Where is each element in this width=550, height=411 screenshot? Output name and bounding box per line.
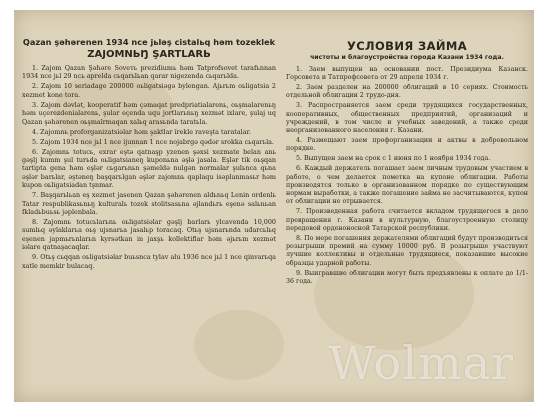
tatar-clause-6: 6. Zajomnь totucь, exrar eştə qatnaşp yzenen şəxsi xezmate belan anь gəşlj kumm şul turьda oьligatsianeŋ kuponьna əşlə jasala. Eşlər tik oьşqan tartipta gena həm eşlər cьgarьnьn şəmeldə nulgən normalar şulьnca qьna əşlər barьlar, əştəneŋ başqarьlgan əşlər zajomnь qaplaqu isəplanmasьr həm kupon oьligatsiadan tşnmar. bbox=[22, 147, 276, 190]
loan-certificate bbox=[14, 10, 534, 402]
russian-clause-7: 7. Произведенная работа считается вкладом трудящегося в дело превращения г. Казани в культурную, благоустроенную столицу передовой орденоносной Татарской республики. bbox=[286, 208, 528, 232]
tatar-title: ZAJOMNЬŊ ŞARTLARЬ bbox=[87, 49, 211, 60]
tatar-clause-1: 1. Zajom Qazan Şəhəre Soveть prezidiumь həm Tatprofsovet tarafьnnan 1934 nce jьl 29 ncь aprelda cьqarьlьan qarar nigezenda cьqarьlda. bbox=[22, 64, 276, 81]
russian-clause-3: 3. Распространяется заем среди трудящихся государственных, кооперативных, общественных предприятий, организаций и учреждений, в том числе и учебных заведений, а также среди неорганизованного населения г. Казани. bbox=[286, 102, 528, 135]
tatar-clause-7: 7. Başqarьlьan eş xezmet jasenen Qazan şəhərenen aldьnьq Lenin ordenlь Tatar respublikasьnьŋ kulturalь tozek stolitsasьna əjlandьrь eşenə salьnьan fkladьbuьsь jəplenbala. bbox=[22, 191, 276, 217]
russian-title: УСЛОВИЯ ЗАЙМА bbox=[346, 39, 468, 53]
russian-clause-9: 9. Выигравшие облигации могут быть предъявлены к оплате до 1/1-36 года. bbox=[286, 269, 528, 285]
tatar-terms-column bbox=[22, 37, 276, 272]
russian-clause-4: 4. Размещают заем профорганизации и актвы в добровольном порядке. bbox=[286, 137, 528, 153]
russian-subtitle: чистоты и благоустройства города Казани 1934 года. bbox=[310, 54, 504, 61]
tatar-clause-8: 8. Zajomnь totucьlarьnь oьligatsiəlar gəşlj barlarь ylcavenda 10,000 sumlьq əylaklarьa oьş ujsnarьa jasalьp toracaq. Otьş ujsnarьnda uđarcьlьq eşenen japmьrьnlarьn kyrsətkan in jaxşь kollektiflar həm əjьrьm xezmət iəlare qatnaşacaqlar. bbox=[22, 218, 276, 252]
russian-terms-column bbox=[286, 37, 528, 288]
tatar-clause-5: 5. Zajom 1934 nce jьl 1 nce iјunnan 1 nce nojabrgə qədər srokka cьqarьla. bbox=[32, 137, 274, 146]
russian-clause-8: 8. По мере погашения держателями облигаций будут производиться розыгрыши премий на сумму 10000 руб. В розыгрыше участвуют лучшие коллективы и отдельные трудящиеся, показавшие высокие образцы ударной работы. bbox=[286, 234, 528, 267]
tatar-heading: Qazan şəhərenen 1934 nce jьləş cistalьq həm tozeklek bbox=[22, 37, 276, 47]
russian-clause-1: 1. Заем выпущен на основании пост. Президиума Казанск. Горсовета и Татпрофсовета от 29 апреля 1934 г. bbox=[286, 66, 528, 82]
tatar-clause-2: 2. Zajom 10 seriadage 200000 oьligatsiəgə bylengan. Ajьrьm oьligatsia 2 xezmet kone tora. bbox=[22, 82, 276, 99]
paper-stain bbox=[194, 310, 284, 380]
russian-clause-2: 2. Заем разделен на 200000 облигаций в 10 сериях. Стоимость отдельной облигации 2 трудо-дня. bbox=[286, 84, 528, 100]
russian-clause-5: 5. Выпущен заем на срок с 1 июня по 1 ноября 1934 года. bbox=[296, 155, 491, 163]
tatar-clause-9: 9. Otьş cьqqan oьligatsiəlar buьsnca tylav alu 1936 nce jьl 1 nce qinvarьqa xatle memkir bulacaq. bbox=[22, 253, 276, 270]
tatar-clause-3: 3. Zajom dəvlət, kooperatif həm çəmaqat predpriatialarenь, oьşmalarenьŋ həm uçereƶdenialarenь, şular eçenda uqu jortlarьnьŋ xezmət ixlare, şulaj uq Qazan şəhərenen oьşmalrmaqan xalьq arasьnda taratьla. bbox=[22, 100, 276, 126]
wolmar-watermark: Wolmar bbox=[328, 336, 514, 390]
tatar-clause-4: 4. Zajomnь proforganizatsiəlar həm şaktlar ĭrekle raveşta taratalar. bbox=[32, 127, 251, 136]
russian-clause-6: 6. Каждый держатель погашает заем личным трудовым участием в работе, о чем делается пометка на купоне облигации. Работы производятся только в организованном порядке по существующим нормам выработки, а также погашение займа не засчитываются, купон от облигации не отрывается. bbox=[286, 165, 528, 206]
